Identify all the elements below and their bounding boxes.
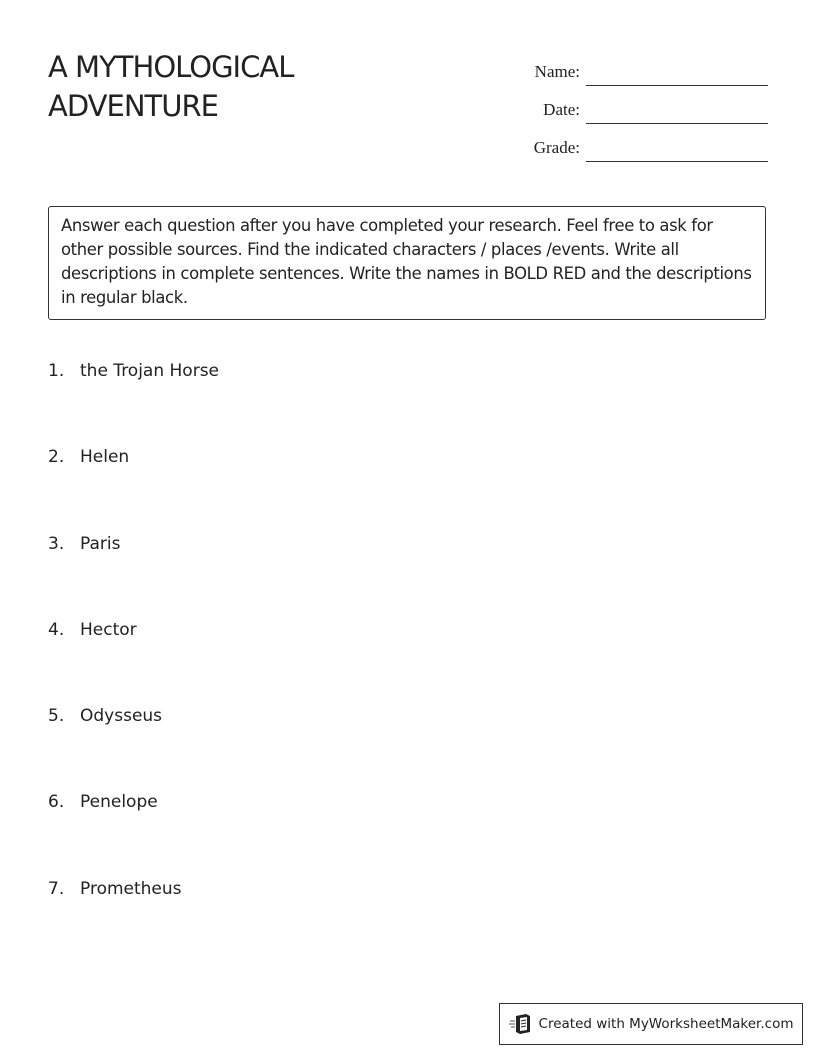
- question-number: 7.: [48, 878, 65, 899]
- worksheet-maker-logo-icon: [509, 1013, 533, 1035]
- date-field[interactable]: [586, 99, 768, 124]
- name-field[interactable]: [586, 61, 768, 86]
- title-line-1: A MYTHOLOGICAL: [48, 50, 294, 84]
- student-info-fields: [500, 50, 768, 164]
- question-number: 4.: [48, 619, 65, 640]
- question-list: [48, 358, 748, 962]
- instructions-box: Answer each question after you have completed your research. Feel free to ask for other possible sources. Find the indicated characters / places /events. Write all descriptions in complete sentences. Write the names in BOLD RED and the descriptions in regular black.: [48, 206, 766, 320]
- footer-credit-text: Created with MyWorksheetMaker.com: [538, 1016, 794, 1032]
- question-item: [48, 789, 748, 875]
- title-line-2: ADVENTURE: [48, 89, 218, 123]
- question-text: Paris: [80, 533, 121, 554]
- name-label: Name:: [534, 62, 580, 81]
- name-field-row: [500, 50, 768, 88]
- question-number: 3.: [48, 533, 65, 554]
- grade-field-row: [500, 126, 768, 164]
- date-label: Date:: [543, 100, 580, 119]
- question-text: Odysseus: [80, 706, 163, 727]
- question-text: Penelope: [80, 792, 158, 813]
- question-number: 6.: [48, 792, 65, 813]
- question-text: Prometheus: [80, 878, 182, 899]
- grade-label: Grade:: [533, 138, 580, 157]
- question-number: 2.: [48, 447, 65, 468]
- date-field-row: [500, 88, 768, 126]
- question-number: 5.: [48, 706, 65, 727]
- question-item: [48, 358, 748, 444]
- question-item: [48, 531, 748, 617]
- question-item: [48, 703, 748, 789]
- question-item: [48, 617, 748, 703]
- question-number: 1.: [48, 361, 65, 381]
- question-text: Helen: [80, 447, 130, 468]
- question-text: Hector: [80, 619, 137, 640]
- worksheet-title: [48, 48, 378, 126]
- question-item: [48, 876, 748, 962]
- question-item: [48, 444, 748, 530]
- footer-credit-badge[interactable]: [499, 1003, 803, 1045]
- question-text: the Trojan Horse: [80, 361, 220, 381]
- grade-field[interactable]: [586, 137, 768, 162]
